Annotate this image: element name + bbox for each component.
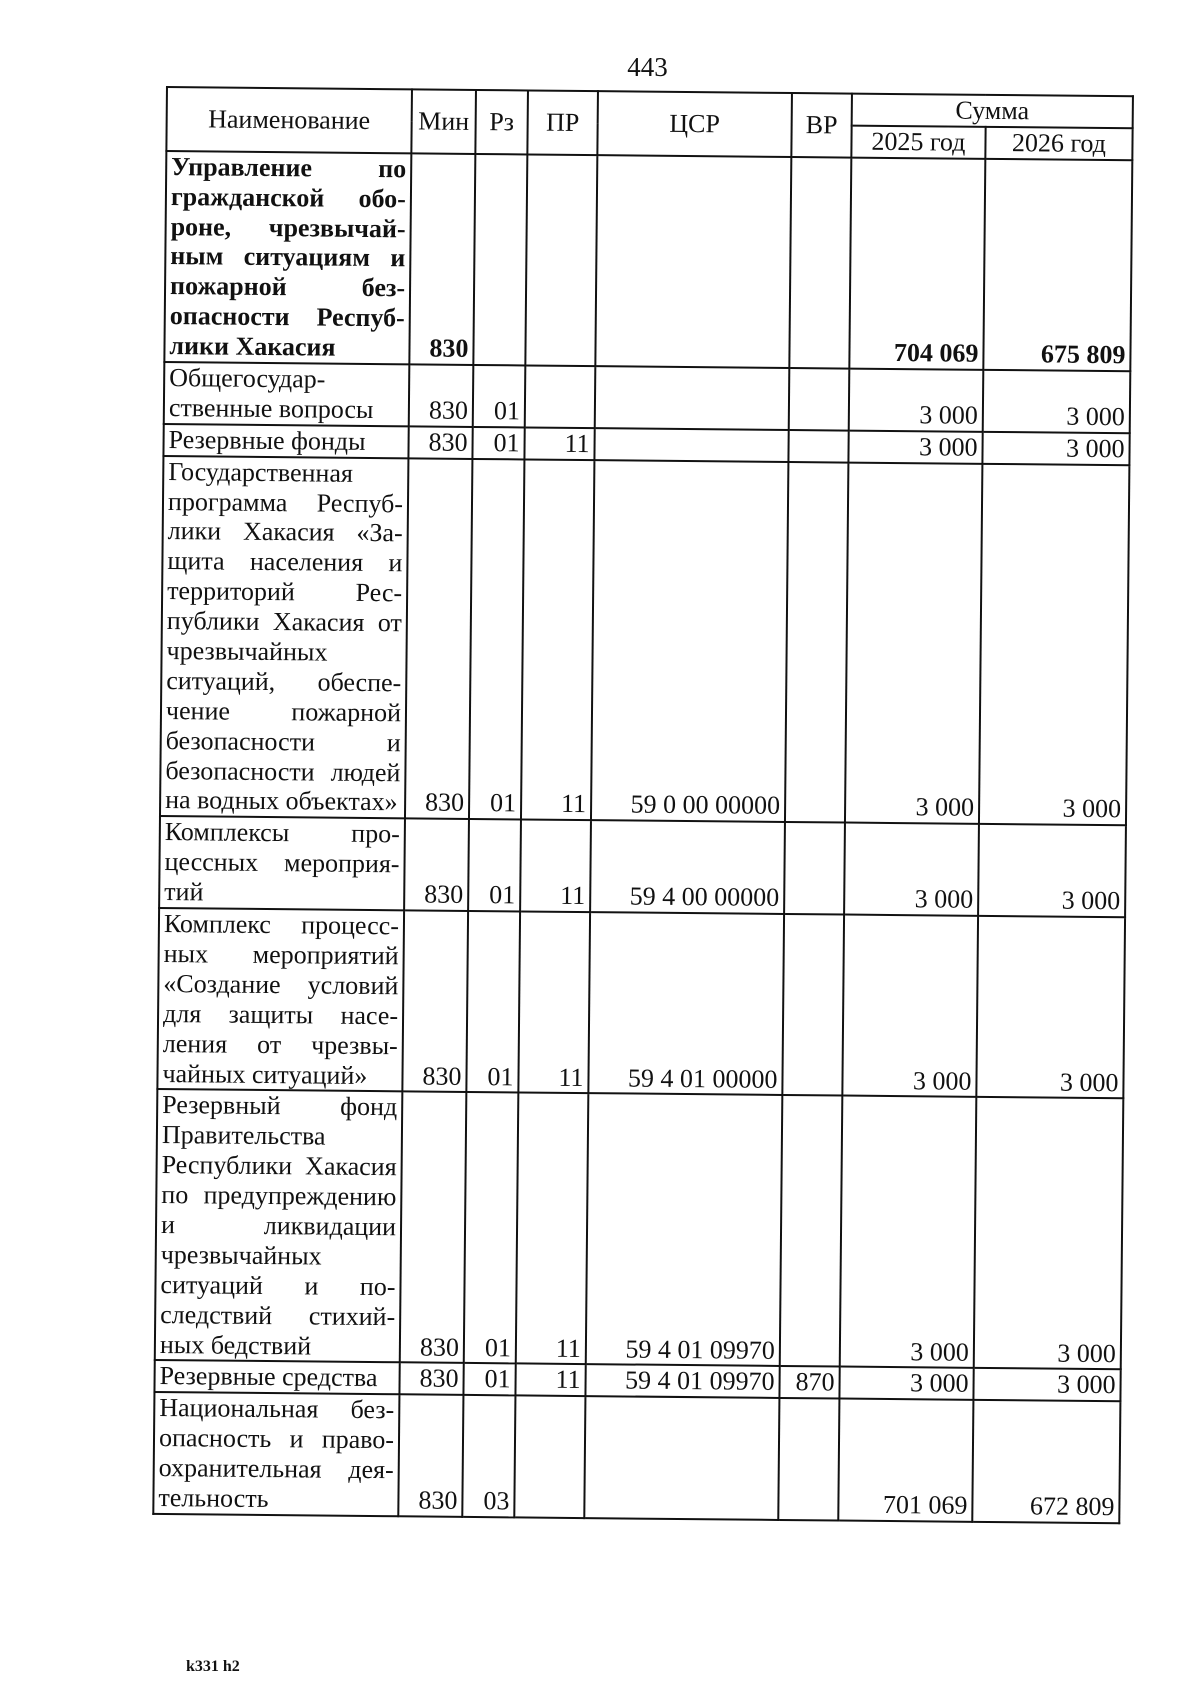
row-vr xyxy=(780,1095,843,1367)
row-min: 830 xyxy=(402,910,468,1092)
row-name: Резервные средства xyxy=(154,1360,399,1394)
row-csr: 59 4 00 00000 xyxy=(590,820,785,914)
footer-code: k331 h2 xyxy=(186,1658,240,1675)
table-row xyxy=(157,908,1125,1099)
row-sum-2025: 3 000 xyxy=(848,430,982,463)
row-rz: 01 xyxy=(473,365,526,427)
row-csr: 59 4 01 09970 xyxy=(586,1093,783,1366)
row-vr xyxy=(784,822,845,914)
row-sum-2025: 3 000 xyxy=(844,823,979,916)
row-min: 830 xyxy=(400,1092,467,1364)
header-min: Мин xyxy=(411,89,476,153)
row-sum-2026: 3 000 xyxy=(983,370,1131,433)
row-pr xyxy=(525,154,597,366)
row-min: 830 xyxy=(405,458,472,819)
row-rz xyxy=(473,154,527,366)
row-rz: 01 xyxy=(469,459,524,820)
row-csr xyxy=(595,155,791,368)
row-sum-2025: 3 000 xyxy=(840,1096,977,1368)
row-sum-2025: 3 000 xyxy=(842,915,978,1098)
page-number: 443 xyxy=(627,52,668,82)
row-sum-2025: 3 000 xyxy=(839,1367,973,1400)
row-min: 830 xyxy=(409,153,475,365)
row-vr xyxy=(789,368,850,430)
header-csr: ЦСР xyxy=(597,91,792,157)
row-min: 830 xyxy=(398,1395,463,1517)
header-year-2025: 2025 год xyxy=(851,125,985,158)
row-sum-2026: 675 809 xyxy=(983,159,1132,372)
table-header xyxy=(166,87,1133,160)
table-row xyxy=(153,1392,1120,1523)
row-sum-2025: 3 000 xyxy=(849,369,984,432)
row-csr: 59 4 01 09970 xyxy=(585,1364,779,1398)
table-row xyxy=(155,1089,1124,1369)
row-rz: 01 xyxy=(468,819,521,911)
row-sum-2026: 3 000 xyxy=(982,432,1129,465)
row-rz: 01 xyxy=(472,427,524,459)
row-min: 830 xyxy=(408,426,472,459)
row-rz: 03 xyxy=(462,1395,515,1517)
row-name: Государственная программа Республики Хакасия «Защита населения и территорий Республики Хакасия от чрезвычайных ситуаций, обеспечение пожарной безопасности и безопасности людей на водных объектах» xyxy=(160,456,408,819)
budget-table xyxy=(152,86,1134,1524)
row-vr xyxy=(788,430,848,462)
row-name: Комплекс процессных мероприятий «Создание условий для защиты населения от чрезвычайных ситуаций» xyxy=(157,908,404,1092)
row-pr xyxy=(514,1396,585,1518)
row-pr: 11 xyxy=(524,427,594,460)
table-row xyxy=(159,816,1126,917)
row-name: Управление по гражданской обороне, чрезвычайным ситуациям и пожарной безопасности Республики Хакасия xyxy=(164,151,411,365)
row-vr xyxy=(782,914,844,1096)
row-rz: 01 xyxy=(466,911,520,1093)
header-year-2026: 2026 год xyxy=(985,127,1132,160)
row-name: Общегосударственные вопросы xyxy=(164,362,410,426)
row-sum-2026: 3 000 xyxy=(974,1097,1124,1369)
row-sum-2026: 3 000 xyxy=(979,464,1129,826)
row-rz: 01 xyxy=(463,1363,515,1395)
row-sum-2025: 704 069 xyxy=(849,157,985,370)
table-body xyxy=(153,151,1132,1523)
row-min: 830 xyxy=(409,364,474,426)
row-csr: 59 4 01 00000 xyxy=(588,912,784,1095)
row-pr: 11 xyxy=(520,820,591,912)
row-name: Национальная безопасность и правоохранительная деятельность xyxy=(153,1392,399,1516)
row-sum-2026: 672 809 xyxy=(972,1400,1120,1523)
row-csr xyxy=(595,366,790,430)
row-name: Резервный фонд Правительства Республики Хакасия по предупреждению и ликвидации чрезвычайных ситуаций и последствий стихийных бедствий xyxy=(155,1089,403,1362)
row-sum-2026: 3 000 xyxy=(973,1368,1120,1401)
header-vr: ВР xyxy=(791,93,852,157)
row-csr xyxy=(584,1396,779,1519)
header-pr: ПР xyxy=(527,90,598,154)
row-rz: 01 xyxy=(464,1092,519,1364)
row-csr xyxy=(594,428,788,462)
row-pr: 11 xyxy=(516,1093,589,1365)
row-pr: 11 xyxy=(515,1364,585,1397)
row-min: 830 xyxy=(399,1363,463,1396)
row-sum-2026: 3 000 xyxy=(976,916,1125,1099)
header-name: Наименование xyxy=(166,87,412,153)
row-vr: 870 xyxy=(779,1366,839,1398)
row-vr xyxy=(789,157,851,369)
row-vr xyxy=(778,1398,839,1520)
row-name: Комплексы процессных мероприятий xyxy=(159,816,405,910)
table-row xyxy=(160,456,1129,826)
row-sum-2025: 3 000 xyxy=(845,462,982,824)
row-sum-2025: 701 069 xyxy=(838,1399,973,1522)
row-pr: 11 xyxy=(518,911,590,1093)
row-pr xyxy=(525,365,596,427)
row-csr: 59 0 00 00000 xyxy=(591,460,788,823)
row-min: 830 xyxy=(404,819,469,911)
header-sum: Сумма xyxy=(852,94,1133,129)
header-rz: Рз xyxy=(475,90,528,154)
table-row xyxy=(164,362,1131,433)
row-vr xyxy=(785,462,848,823)
row-pr: 11 xyxy=(521,459,594,820)
row-sum-2026: 3 000 xyxy=(978,824,1126,917)
row-name: Резервные фонды xyxy=(163,424,408,458)
table-row xyxy=(164,151,1132,371)
